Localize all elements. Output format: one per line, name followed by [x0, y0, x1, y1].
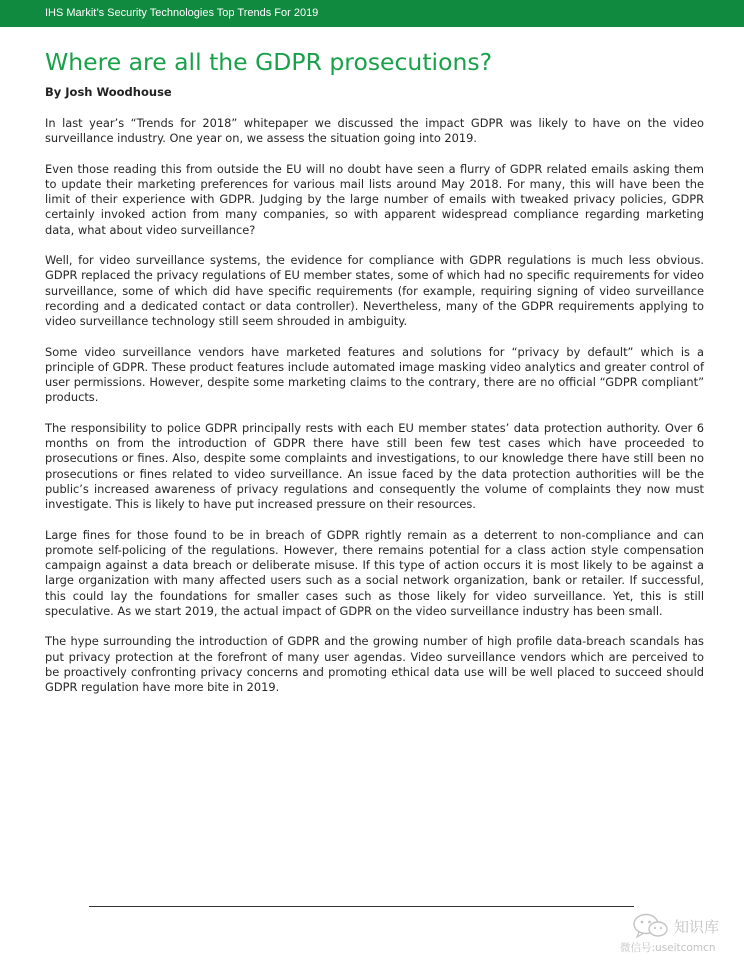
paragraph: The hype surrounding the introduction of GDPR and the growing number of high profile data-breach scandals has put privacy protection at the forefront of many user agendas. Video surveillance vendors which are perceived to be proactively confronting privacy concerns and promoting ethical data use will be well placed to succeed should GDPR regulation have more bite in 2019. [45, 634, 704, 695]
paragraph: Even those reading this from outside the EU will no doubt have seen a flurry of GDPR related emails asking them to update their marketing preferences for various mail lists around May 2018. For many, this will have been the limit of their experience with GDPR. Judging by the large number of emails with tweaked privacy policies, GDPR certainly invoked action from many companies, so with apparent widespread compliance regarding marketing data, what about video surveillance? [45, 161, 704, 237]
footer-divider [89, 906, 634, 907]
header-bar [0, 0, 744, 27]
article-byline: By Josh Woodhouse [45, 85, 172, 99]
paragraph: Large fines for those found to be in breach of GDPR rightly remain as a deterrent to non-compliance and can promote self-policing of the regulations. However, there remains potential for a class action style compensation campaign against a data breach or deliberate misuse. If this type of action occurs it is most likely to be against a large organization with many affected users such as a social network organization, bank or retailer. If successful, this could lay the foundations for smaller cases such as those likely for video surveillance. Yet, this is still speculative. As we start 2019, the actual impact of GDPR on the video surveillance industry has been small. [45, 527, 704, 619]
paragraph: Well, for video surveillance systems, the evidence for compliance with GDPR regulations is much less obvious. GDPR replaced the privacy regulations of EU member states, some of which had no specific requirements for video surveillance, some of which did have specific requirements (for example, requiring signing of video surveillance recording and a dedicated contact or data controller). Nevertheless, many of the GDPR requirements applying to video surveillance technology still seem shrouded in ambiguity. [45, 253, 704, 329]
watermark [618, 912, 736, 960]
watermark-subtitle: 微信号:useitcomcn [620, 942, 716, 954]
paragraph: The responsibility to police GDPR principally rests with each EU member states’ data protection authority. Over 6 months on from the introduction of GDPR there have still been few test cases which have proceeded to prosecutions or fines. Also, despite some complaints and investigations, to our knowledge there have still been no prosecutions or fines related to video surveillance. An issue faced by the data protection authorities will be the public’s increased awareness of privacy regulations and consequently the volume of complaints they now must investigate. This is likely to have put increased pressure on their resources. [45, 420, 704, 512]
paragraph: Some video surveillance vendors have marketed features and solutions for “privacy by default” which is a principle of GDPR. These product features include automated image masking video analytics and greater control of user permissions. However, despite some marketing claims to the contrary, there are no official “GDPR compliant” products. [45, 344, 704, 405]
article-title: Where are all the GDPR prosecutions? [45, 48, 493, 76]
header-title: IHS Markit’s Security Technologies Top Trends For 2019 [45, 7, 319, 19]
paragraph: In last year’s “Trends for 2018” whitepaper we discussed the impact GDPR was likely to have on the video surveillance industry. One year on, we assess the situation going into 2019. [45, 116, 704, 146]
watermark-name: 知识库 [674, 918, 720, 936]
article-body [45, 116, 704, 711]
wechat-icon [632, 912, 670, 940]
